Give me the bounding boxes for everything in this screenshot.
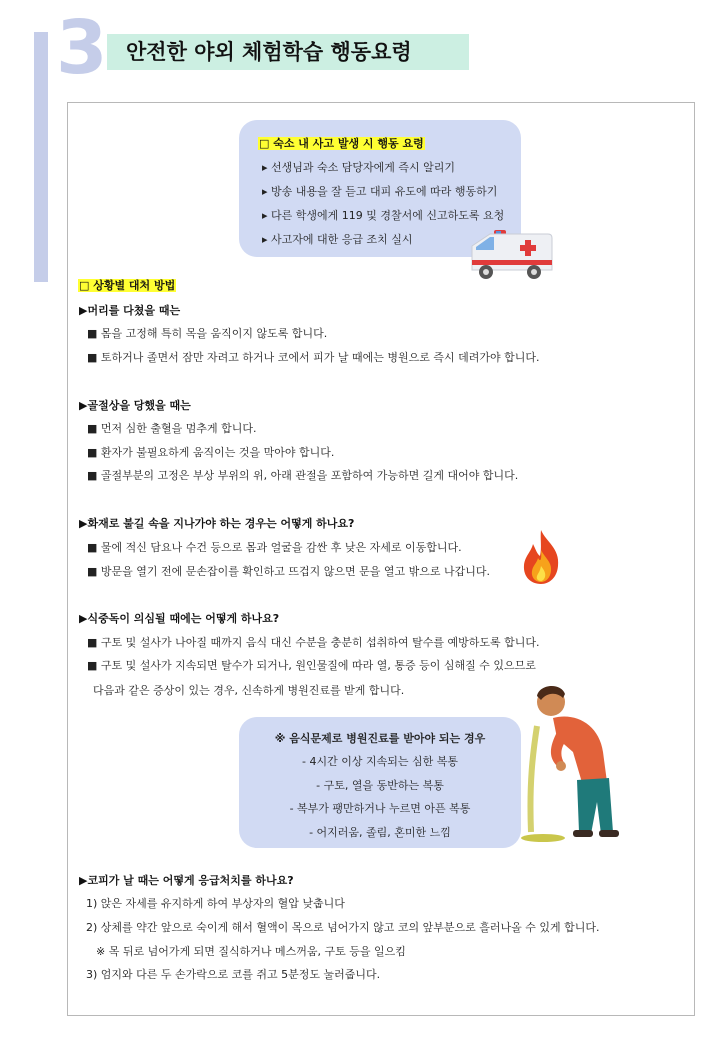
hospital-case-item: - 구토, 열을 동반하는 복통 [316,779,444,792]
hospital-case-item: - 복부가 팽만하거나 누르면 아픈 복통 [289,802,471,815]
accident-title: □ 숙소 내 사고 발생 시 행동 요령 [259,137,424,150]
list-item: ■ 토하거나 졸면서 잠만 자려고 하거나 코에서 피가 날 때에는 병원으로 즉시 데려가야 합니다. [87,351,540,364]
list-item: 3) 엄지와 다른 두 손가락으로 코를 쥐고 5분정도 눌러줍니다. [86,968,381,981]
hospital-case-item: - 어지러움, 졸림, 혼미한 느낌 [309,826,451,839]
accident-item: ▸ 다른 학생에게 119 및 경찰서에 신고하도록 요청 [262,209,505,222]
ambulance-illustration [468,226,554,286]
hospital-cases-title: ※ 음식문제로 병원진료를 받아야 되는 경우 [274,732,486,745]
hospital-case-item: - 4시간 이상 지속되는 심한 복통 [302,755,458,768]
list-item: ■ 골절부분의 고정은 부상 부위의 위, 아래 관절을 포함하여 가능하면 길게 대어야 합니다. [87,469,519,482]
list-item: ■ 몸을 고정해 특히 목을 움직이지 않도록 합니다. [87,327,328,340]
sick-person-illustration [513,682,623,844]
list-item: ■ 환자가 불필요하게 움직이는 것을 막아야 합니다. [87,446,335,459]
fire-heading: ▶화재로 불길 속을 지나가야 하는 경우는 어떻게 하나요? [79,517,355,530]
accident-item: ▸ 선생님과 숙소 담당자에게 즉시 알리기 [262,161,456,174]
situations-title: □ 상황별 대처 방법 [79,279,176,292]
fracture-heading: ▶골절상을 당했을 때는 [79,399,191,412]
list-item: 2) 상체를 약간 앞으로 숙이게 해서 혈액이 목으로 넘어가지 않고 코의 앞부분으로 흘러나올 수 있게 합니다. [86,921,600,934]
accident-item: ▸ 방송 내용을 잘 듣고 대피 유도에 따라 행동하기 [262,185,498,198]
section-number: 3 [56,5,108,91]
list-item: ■ 물에 적신 담요나 수건 등으로 몸과 얼굴을 감싼 후 낮은 자세로 이동합니다. [87,541,462,554]
accident-item: ▸ 사고자에 대한 응급 조치 실시 [262,233,413,246]
page-title: 안전한 야외 체험학습 행동요령 [126,40,412,64]
food-poisoning-heading: ▶식중독이 의심될 때에는 어떻게 하나요? [79,612,280,625]
head-injury-heading: ▶머리를 다쳤을 때는 [79,304,181,317]
fire-icon [518,528,564,586]
list-item: 1) 앉은 자세를 유지하게 하여 부상자의 혈압 낮춥니다 [86,897,345,910]
list-item: ■ 먼저 심한 출혈을 멈추게 합니다. [87,422,257,435]
header-accent-bar [34,32,48,282]
list-item: ■ 구토 및 설사가 나아질 때까지 음식 대신 수분을 충분히 섭취하여 탈수를 예방하도록 합니다. [87,636,540,649]
list-item-continued: 다음과 같은 증상이 있는 경우, 신속하게 병원진료를 받게 합니다. [93,684,405,697]
list-item-note: ※ 목 뒤로 넘어가게 되면 질식하거나 메스꺼움, 구토 등을 일으킴 [96,945,406,958]
list-item: ■ 방문을 열기 전에 문손잡이를 확인하고 뜨겁지 않으면 문을 열고 밖으로 나갑니다. [87,565,491,578]
list-item: ■ 구토 및 설사가 지속되면 탈수가 되거나, 원인물질에 따라 열, 통증 등이 심해질 수 있으므로 [87,659,536,672]
nosebleed-heading: ▶코피가 날 때는 어떻게 응급처치를 하나요? [79,874,294,887]
